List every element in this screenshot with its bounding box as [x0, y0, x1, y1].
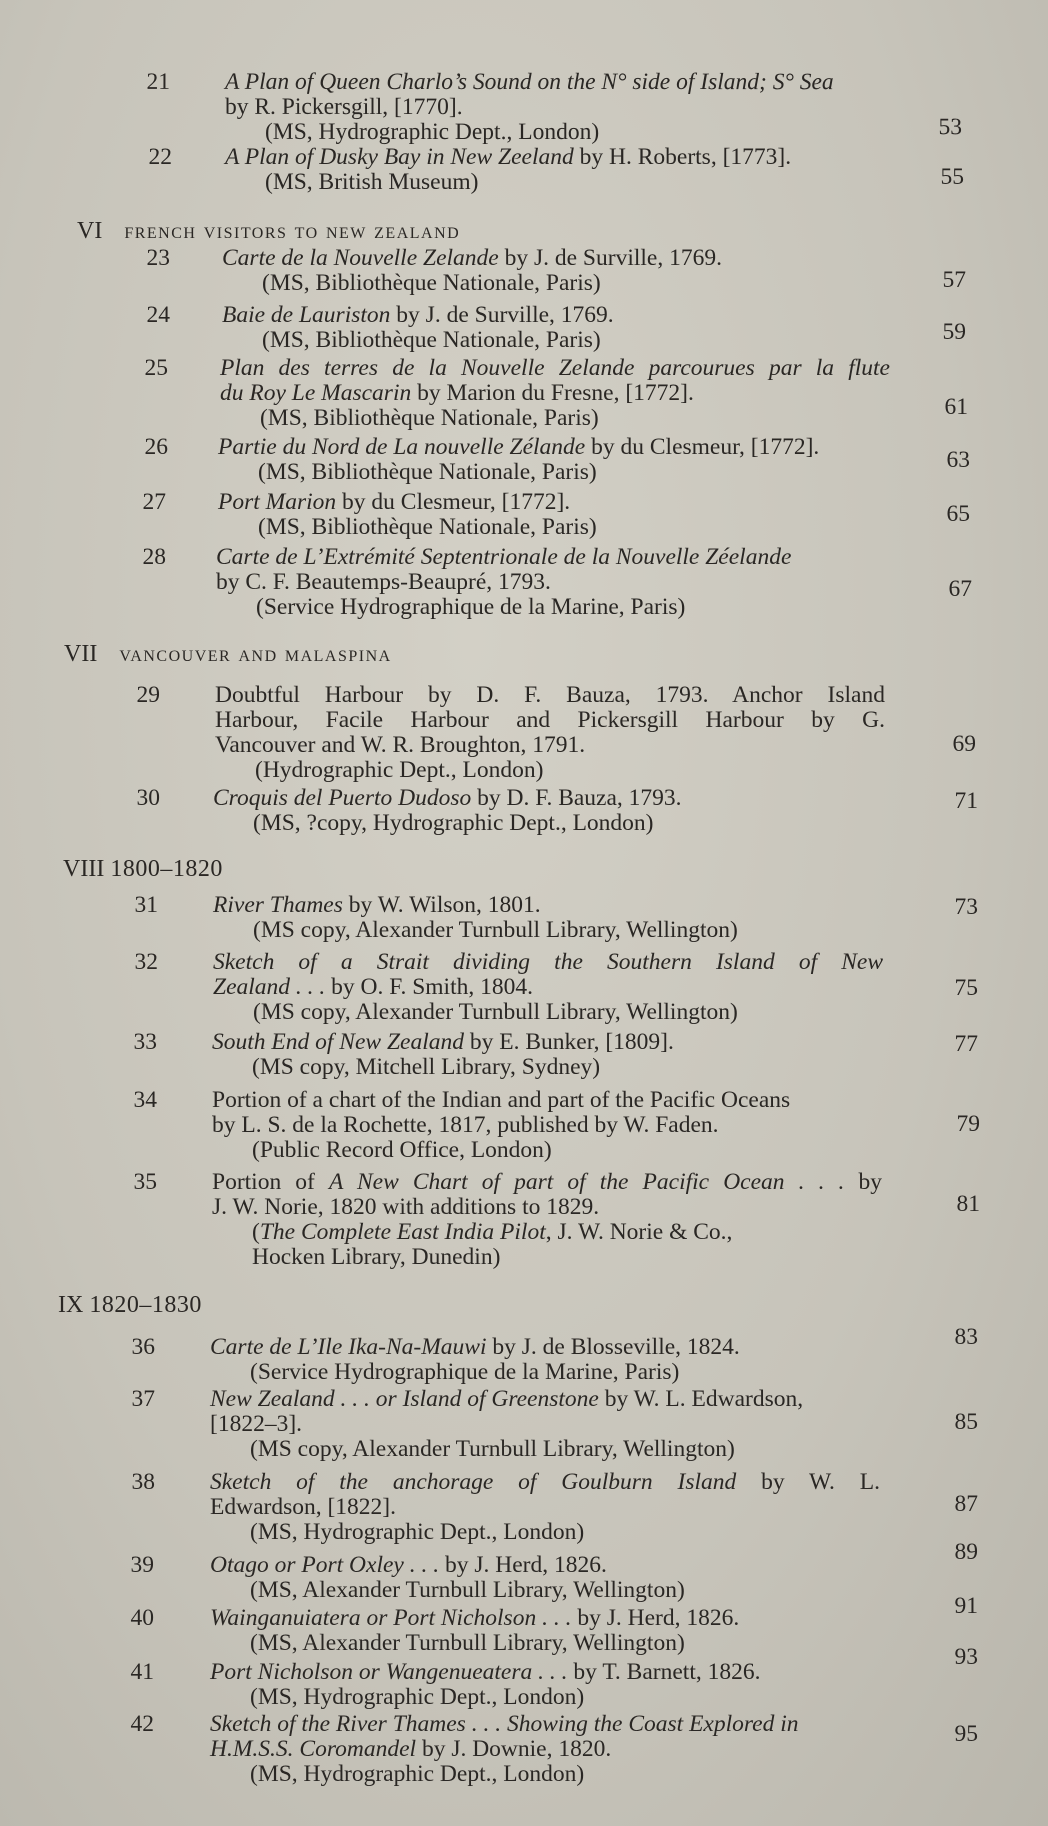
plate-number: 28 — [142, 543, 167, 570]
entry-detail: by H. Roberts, [1773]. — [573, 144, 792, 171]
page-number: 55 — [940, 164, 964, 191]
entry-title-line — [218, 435, 888, 460]
page-number: 53 — [938, 114, 962, 141]
plate-number: 32 — [134, 949, 158, 975]
map-title: Wainganuiatera or Port Nicholson . . . — [210, 1605, 572, 1631]
entry-detail: by Marion du Fresne, [1772]. — [411, 379, 694, 407]
entry-title-line — [225, 95, 895, 120]
page-number: 67 — [948, 576, 972, 603]
holding-source: (MS, Bibliothèque Nationale, Paris) — [257, 513, 597, 541]
entry-detail: by — [844, 1169, 883, 1195]
entry-title-line — [220, 381, 890, 406]
page-number: 63 — [946, 447, 970, 474]
plate-number: 38 — [131, 1469, 155, 1495]
entry-detail: Vancouver and W. R. Broughton, 1791. — [214, 731, 586, 759]
entry-text — [210, 1606, 880, 1656]
entry-text — [212, 1088, 882, 1163]
page-number: 77 — [954, 1031, 978, 1057]
section-title: 1820–1830 — [89, 1292, 202, 1318]
entry-title-line — [210, 1660, 880, 1685]
map-title: Port Marion — [217, 488, 337, 515]
entry-title-line — [213, 975, 883, 1000]
holding-source: (MS, Hydrographic Dept., London) — [250, 1519, 585, 1545]
map-title: Plan des terres de la Nouvelle Zelande parcourues par la flute — [219, 354, 891, 382]
entry-text — [218, 435, 888, 485]
holding-source: (MS, Hydrographic Dept., London) — [250, 1761, 585, 1787]
holding-source: (MS, Bibliothèque Nationale, Paris) — [261, 269, 601, 297]
entry-detail: by J. Herd, 1826. — [439, 1552, 607, 1578]
holding-source: (Service Hydrographique de la Marine, Paris) — [250, 1359, 680, 1385]
section-heading — [77, 218, 460, 245]
entry-title-line — [210, 1737, 880, 1762]
entry-text — [220, 356, 890, 431]
section-numeral: IX — [58, 1292, 84, 1318]
entry-detail: by J. de Blosseville, 1824. — [486, 1334, 740, 1360]
map-title: A Plan of Queen Charlo’s Sound on the N° side of Island; S° Sea — [224, 68, 834, 96]
entry-text — [210, 1660, 880, 1710]
entry-detail: by J. de Surville, 1769. — [498, 244, 722, 272]
entry-text — [222, 303, 892, 353]
section-numeral: VII — [64, 641, 98, 667]
entry-detail: Portion of a chart of the Indian and part of the Pacific Oceans — [212, 1087, 791, 1113]
entry-detail: by D. F. Bauza, 1793. — [471, 784, 682, 812]
entry-detail: Doubtful Harbour by D. F. Bauza, 1793. Anchor Island — [214, 681, 886, 709]
entry-text — [222, 246, 892, 296]
entry-title-line — [218, 490, 888, 515]
page-number: 65 — [946, 501, 970, 528]
holding-source: (MS, Hydrographic Dept., London) — [264, 118, 600, 146]
plate-number: 37 — [131, 1386, 155, 1412]
page-number: 91 — [954, 1593, 978, 1619]
map-title: Sketch of the River Thames . . . Showing the Coast Explored in — [210, 1711, 799, 1737]
entry-detail: by R. Pickersgill, [1770]. — [224, 93, 463, 120]
holding-source-continued: Hocken Library, Dunedin) — [252, 1244, 501, 1270]
map-title: Carte de L’Ile Ika-Na-Mauwi — [210, 1334, 487, 1360]
entry-text — [213, 893, 883, 943]
holding-source: (MS copy, Alexander Turnbull Library, Wellington) — [250, 1436, 735, 1462]
entry-title-line — [210, 1553, 880, 1578]
entry-title-line — [212, 1195, 882, 1220]
entry-title-line — [222, 246, 892, 271]
map-title: Sketch of a Strait dividing the Southern Island of New — [213, 949, 883, 975]
entry-text — [210, 1470, 880, 1545]
plate-number: 31 — [134, 892, 158, 918]
entry-detail: by W. L. Edwardson, — [598, 1386, 804, 1412]
entry-title-line — [210, 1712, 880, 1737]
entry-title-line — [212, 1088, 882, 1113]
entry-detail: by T. Barnett, 1826. — [567, 1659, 761, 1685]
plate-number: 26 — [144, 433, 169, 460]
page-number: 61 — [944, 394, 968, 421]
entry-detail: J. W. Norie, 1820 with additions to 1829. — [212, 1194, 600, 1220]
entry-title-line — [222, 303, 892, 328]
entry-text — [225, 145, 895, 195]
page-number: 57 — [942, 267, 966, 294]
entry-text — [210, 1387, 880, 1462]
holding-source: (MS copy, Mitchell Library, Sydney) — [252, 1054, 601, 1080]
plate-number: 40 — [130, 1605, 154, 1631]
holding-source: (Service Hydrographique de la Marine, Paris) — [255, 593, 686, 621]
entry-detail: by du Clesmeur, [1772]. — [336, 488, 571, 516]
entry-detail: Harbour, Facile Harbour and Pickersgill Harbour by G. — [214, 706, 885, 734]
holding-source: (MS, Alexander Turnbull Library, Wellington) — [250, 1577, 685, 1603]
section-heading — [63, 856, 223, 883]
entry-title-line — [215, 733, 885, 758]
entry-title-line — [210, 1335, 880, 1360]
map-title: New Zealand . . . or Island of Greenstone — [210, 1386, 599, 1412]
holding-source: (MS copy, Alexander Turnbull Library, Wellington) — [253, 917, 738, 943]
section-title: vancouver and malaspina — [119, 641, 392, 666]
entry-title-line — [215, 708, 885, 733]
plate-number: 29 — [136, 681, 161, 708]
plate-number: 24 — [146, 301, 171, 328]
entry-detail: by E. Bunker, [1809]. — [463, 1029, 674, 1055]
holding-source: (MS, Bibliothèque Nationale, Paris) — [259, 404, 599, 432]
entry-detail: by J. Herd, 1826. — [571, 1605, 740, 1631]
entry-title-line — [215, 683, 885, 708]
entry-title-line — [210, 1606, 880, 1631]
plate-number: 36 — [131, 1334, 155, 1360]
map-title: Carte de la Nouvelle Zelande — [221, 244, 499, 271]
holding-source — [212, 1220, 882, 1245]
holding-source: (MS, British Museum) — [264, 168, 479, 195]
plate-number: 35 — [133, 1169, 157, 1195]
map-title: Zealand . . . — [213, 974, 326, 1000]
entry-detail: ( — [252, 1219, 260, 1245]
section-heading — [64, 641, 392, 668]
map-title: Port Nicholson or Wangenueatera . . . — [210, 1659, 568, 1685]
map-title: Baie de Lauriston — [221, 301, 391, 328]
plate-number: 39 — [130, 1552, 154, 1578]
entry-text — [210, 1335, 880, 1385]
entry-detail: [1822–3]. — [210, 1411, 303, 1437]
page-number: 93 — [954, 1644, 978, 1670]
entry-detail: by du Clesmeur, [1772]. — [585, 434, 820, 461]
entry-title-line — [210, 1470, 880, 1495]
plate-number: 41 — [130, 1659, 154, 1685]
page-number: 95 — [954, 1721, 978, 1747]
section-title: french visitors to new zealand — [124, 218, 461, 243]
map-title: Carte de L’Extrémité Septentrionale de la Nouvelle Zéelande — [215, 543, 792, 571]
holding-source: (MS, Bibliothèque Nationale, Paris) — [261, 326, 601, 354]
entry-text — [213, 786, 883, 836]
entry-detail: by C. F. Beautemps-Beaupré, 1793. — [215, 568, 551, 596]
holding-source: (MS, Alexander Turnbull Library, Wellington) — [250, 1630, 685, 1656]
map-title: Otago or Port Oxley . . . — [210, 1552, 440, 1578]
entry-detail: , J. W. Norie & Co., — [545, 1219, 733, 1245]
entry-text — [215, 683, 885, 783]
entry-detail: by W. L. — [736, 1469, 880, 1495]
page-number: 85 — [954, 1409, 978, 1435]
holding-source: (MS, ?copy, Hydrographic Dept., London) — [252, 809, 654, 837]
entry-text — [212, 1030, 882, 1080]
entry-title-line — [225, 70, 895, 95]
plate-number: 23 — [146, 244, 171, 271]
entry-title-line — [212, 1030, 882, 1055]
entry-title-line — [210, 1412, 880, 1437]
entry-title-line — [213, 893, 883, 918]
map-title: A New Chart of part of the Pacific Ocean . . . — [328, 1169, 845, 1195]
publication-title: The Complete East India Pilot — [259, 1219, 546, 1245]
page-number: 69 — [952, 731, 976, 758]
section-numeral: VIII — [63, 856, 105, 882]
entry-title-line — [210, 1495, 880, 1520]
map-title: du Roy Le Mascarin — [219, 379, 412, 406]
entry-title-line — [225, 145, 895, 170]
map-title: Croquis del Puerto Dudoso — [212, 784, 472, 811]
plate-number: 25 — [144, 354, 169, 381]
entry-title-line — [212, 1113, 882, 1138]
entry-text — [218, 490, 888, 540]
entry-detail: by W. Wilson, 1801. — [342, 892, 541, 918]
entry-text — [212, 1170, 882, 1270]
page-number: 89 — [954, 1539, 978, 1565]
page-number: 83 — [954, 1324, 978, 1350]
plate-number: 34 — [133, 1087, 157, 1113]
section-title: 1800–1820 — [110, 856, 223, 882]
holding-source: (MS, Bibliothèque Nationale, Paris) — [257, 458, 597, 486]
entry-detail: by O. F. Smith, 1804. — [325, 974, 533, 1000]
map-title: Sketch of the anchorage of Goulburn Island — [210, 1469, 737, 1495]
page-number: 75 — [954, 975, 978, 1001]
section-numeral: VI — [77, 218, 103, 244]
entry-detail: by J. Downie, 1820. — [416, 1736, 612, 1762]
entry-detail: Portion of — [212, 1169, 329, 1195]
page-number: 59 — [942, 319, 966, 346]
entry-detail: Edwardson, [1822]. — [210, 1494, 397, 1520]
holding-source: (Public Record Office, London) — [252, 1137, 552, 1163]
plate-number: 27 — [142, 488, 167, 515]
plate-number: 22 — [148, 143, 173, 170]
entry-text — [213, 950, 883, 1025]
entry-title-line — [216, 545, 886, 570]
page-number: 87 — [954, 1491, 978, 1517]
holding-source: (MS copy, Alexander Turnbull Library, Wellington) — [253, 999, 738, 1025]
entry-title-line — [216, 570, 886, 595]
plate-number: 33 — [133, 1029, 157, 1055]
entry-text — [216, 545, 886, 620]
map-title: River Thames — [213, 892, 343, 918]
page-number: 73 — [954, 894, 978, 920]
plate-number: 42 — [130, 1711, 154, 1737]
plate-number: 21 — [146, 68, 171, 95]
page-number: 71 — [954, 788, 978, 815]
entry-title-line — [213, 950, 883, 975]
entry-title-line — [220, 356, 890, 381]
entry-text — [210, 1712, 880, 1787]
map-title: H.M.S.S. Coromandel — [210, 1736, 417, 1762]
entry-title-line — [210, 1387, 880, 1412]
page-number: 79 — [956, 1111, 980, 1137]
holding-source: (Hydrographic Dept., London) — [254, 756, 544, 784]
map-title: Partie du Nord de La nouvelle Zélande — [217, 433, 586, 461]
entry-text — [225, 70, 895, 145]
entry-title-line — [213, 786, 883, 811]
map-title: South End of New Zealand — [212, 1029, 464, 1055]
section-heading — [58, 1292, 202, 1319]
page-number: 81 — [956, 1191, 980, 1217]
entry-detail: by L. S. de la Rochette, 1817, published by W. Faden. — [212, 1112, 719, 1138]
plate-number: 30 — [136, 784, 161, 811]
entry-title-line — [212, 1170, 882, 1195]
map-title: A Plan of Dusky Bay in New Zeeland — [224, 143, 574, 171]
entry-detail: by J. de Surville, 1769. — [390, 301, 614, 329]
holding-source: (MS, Hydrographic Dept., London) — [250, 1684, 585, 1710]
entry-text — [210, 1553, 880, 1603]
